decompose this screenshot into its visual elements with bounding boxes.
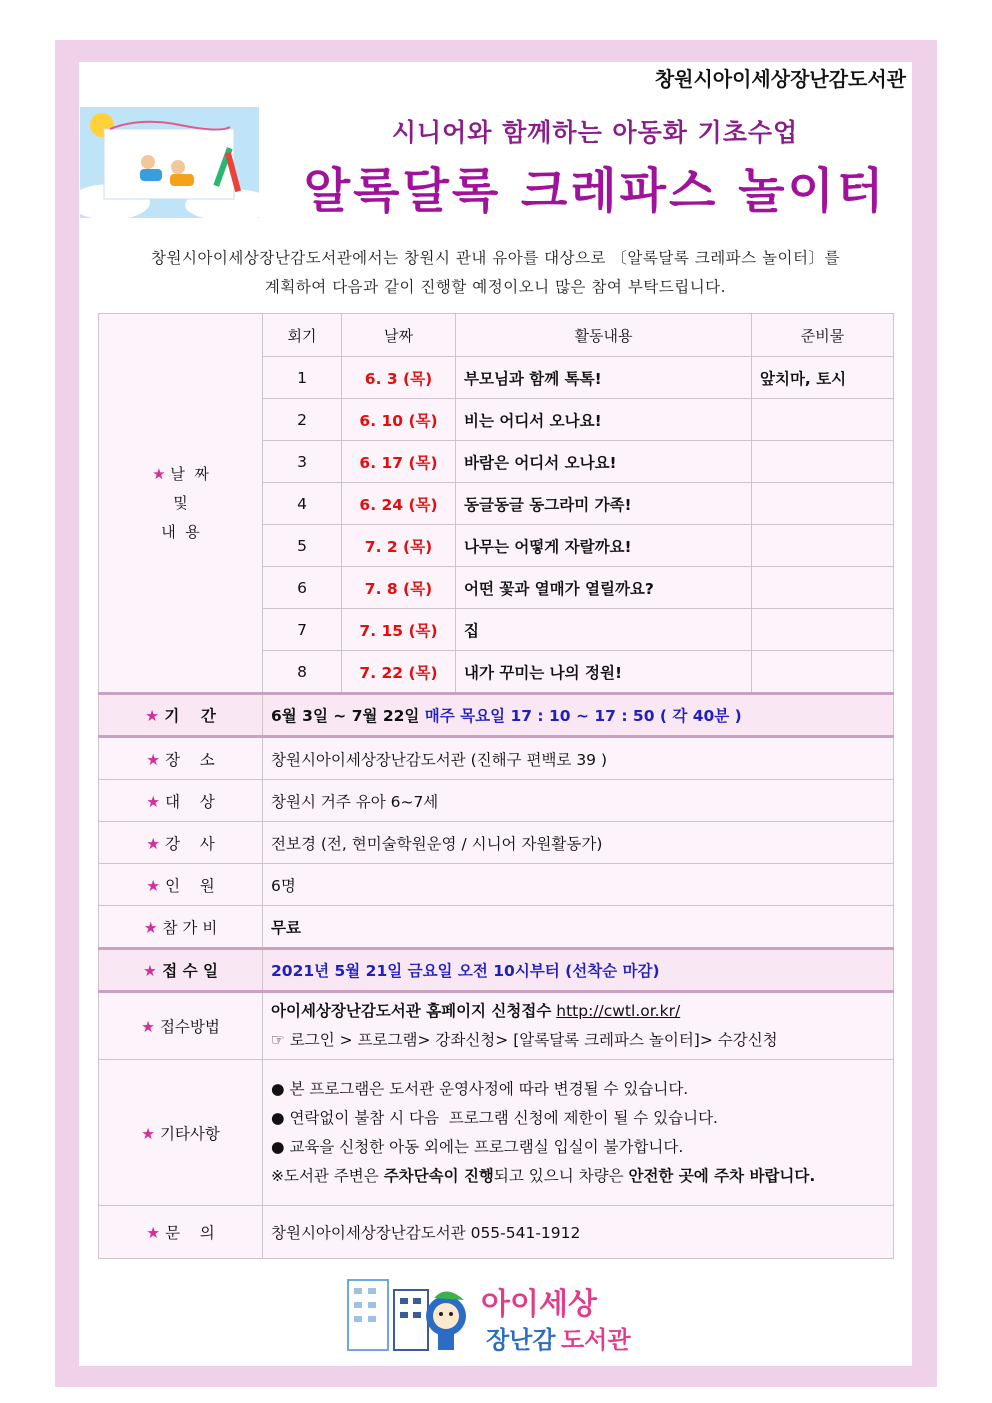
contact-row — [99, 1206, 894, 1259]
registration-method-value — [263, 992, 894, 1060]
session-materials — [752, 567, 894, 609]
capacity-label — [99, 864, 263, 906]
children-drawing-illustration — [80, 107, 259, 218]
session-number: 5 — [263, 525, 342, 567]
session-activity: 부모님과 함께 톡톡! — [456, 357, 752, 399]
capacity-value: 6명 — [263, 864, 894, 906]
star-icon: ★ — [142, 962, 163, 980]
session-activity: 바람은 어디서 오나요! — [456, 441, 752, 483]
schedule-label-line3: 내 용 — [161, 522, 200, 541]
instructor-row — [99, 822, 894, 864]
intro-text — [98, 244, 893, 302]
session-materials: 앞치마, 토시 — [752, 357, 894, 399]
page-title: 알록달록 크레파스 놀이터 — [303, 163, 887, 219]
place-label-text: 장 소 — [165, 750, 215, 769]
star-icon: ★ — [141, 1124, 160, 1143]
logo-text-line2a: 장난감 — [486, 1326, 556, 1354]
session-number: 2 — [263, 399, 342, 441]
session-number: 7 — [263, 609, 342, 651]
session-date: 7. 2 (목) — [342, 525, 456, 567]
period-row — [99, 694, 894, 737]
schedule-label-line2: 및 — [173, 493, 188, 512]
session-date: 6. 10 (목) — [342, 399, 456, 441]
library-name: 창원시아이세상장난감도서관 — [654, 67, 906, 91]
session-activity: 어떤 꽃과 열매가 열릴까요? — [456, 567, 752, 609]
parking-note-b: 주차단속이 진행 — [383, 1166, 494, 1185]
instructor-label — [99, 822, 263, 864]
period-dates: 6월 3일 ~ 7월 22일 — [271, 707, 420, 725]
fee-label — [99, 906, 263, 949]
schedule-label-line1: 날 짜 — [170, 464, 209, 483]
mascot-icon — [426, 1291, 466, 1350]
note-item: ● 연락없이 불참 시 다음 프로그램 신청에 제한이 될 수 있습니다. — [271, 1108, 718, 1127]
place-value: 창원시아이세상장난감도서관 (진해구 편백로 39 ) — [263, 737, 894, 780]
capacity-label-text: 인 원 — [165, 876, 215, 895]
building-icon — [348, 1280, 428, 1350]
schedule-label — [99, 314, 263, 694]
period-label-text: 기 간 — [164, 707, 216, 725]
session-activity: 내가 꾸미는 나의 정원! — [456, 651, 752, 694]
parking-note-c: 되고 있으니 차량은 — [493, 1166, 629, 1185]
notes-row — [99, 1060, 894, 1206]
notes-label-text: 기타사항 — [159, 1124, 220, 1143]
star-icon: ★ — [143, 918, 163, 937]
session-date: 6. 17 (목) — [342, 441, 456, 483]
star-icon: ★ — [141, 1018, 160, 1036]
registration-method-path: ☞ 로그인 > 프로그램> 강좌신청> [알록달록 크레파스 놀이터]> 수강신청 — [271, 1031, 778, 1049]
session-number: 8 — [263, 651, 342, 694]
period-label — [99, 694, 263, 737]
schedule-header-row — [99, 314, 894, 357]
registration-method-text: 아이세상장난감도서관 홈페이지 신청접수 — [271, 1002, 552, 1020]
session-number: 4 — [263, 483, 342, 525]
period-value — [263, 694, 894, 737]
intro-line-1: 창원시아이세상장난감도서관에서는 창원시 관내 유아를 대상으로 〔알록달록 크레파스 놀이터〕를 — [151, 249, 840, 267]
star-icon: ★ — [146, 876, 166, 895]
header-materials: 준비물 — [752, 314, 894, 357]
registration-method-label-text: 접수방법 — [159, 1018, 220, 1036]
session-materials — [752, 525, 894, 567]
session-date: 7. 22 (목) — [342, 651, 456, 694]
registration-date-value: 2021년 5월 21일 금요일 오전 10시부터 (선착순 마감) — [263, 949, 894, 992]
star-icon: ★ — [146, 750, 166, 769]
header-activity: 활동내용 — [456, 314, 752, 357]
session-materials — [752, 399, 894, 441]
program-info-table — [98, 313, 894, 1259]
fee-value: 무료 — [263, 906, 894, 949]
parking-note — [271, 1162, 885, 1191]
fee-row — [99, 906, 894, 949]
target-label-text: 대 상 — [165, 792, 215, 811]
registration-method-label — [99, 992, 263, 1060]
session-materials — [752, 441, 894, 483]
target-row — [99, 780, 894, 822]
session-date: 6. 24 (목) — [342, 483, 456, 525]
session-number: 1 — [263, 357, 342, 399]
session-activity: 동글동글 동그라미 가족! — [456, 483, 752, 525]
logo-text-line1: 아이세상 — [481, 1287, 597, 1322]
star-icon: ★ — [145, 707, 165, 725]
session-number: 6 — [263, 567, 342, 609]
session-date: 6. 3 (목) — [342, 357, 456, 399]
session-activity: 집 — [456, 609, 752, 651]
registration-method-row — [99, 992, 894, 1060]
instructor-label-text: 강 사 — [165, 834, 215, 853]
session-materials — [752, 651, 894, 694]
target-value: 창원시 거주 유아 6~7세 — [263, 780, 894, 822]
registration-date-label — [99, 949, 263, 992]
star-icon: ★ — [152, 464, 166, 483]
session-activity: 비는 어디서 오나요! — [456, 399, 752, 441]
star-icon: ★ — [146, 1224, 166, 1242]
session-activity: 나무는 어떻게 자랄까요! — [456, 525, 752, 567]
note-item: ● 본 프로그램은 도서관 운영사정에 따라 변경될 수 있습니다. — [271, 1079, 689, 1098]
header-date: 날짜 — [342, 314, 456, 357]
capacity-row — [99, 864, 894, 906]
place-label — [99, 737, 263, 780]
star-icon: ★ — [146, 834, 166, 853]
notes-value — [263, 1060, 894, 1206]
session-materials — [752, 609, 894, 651]
notes-label — [99, 1060, 263, 1206]
contact-label-text: 문 의 — [165, 1224, 215, 1242]
period-times: 매주 목요일 17 : 10 ~ 17 : 50 ( 각 40분 ) — [424, 707, 742, 725]
fee-label-text: 참 가 비 — [162, 918, 218, 937]
note-item: ● 교육을 신청한 아동 외에는 프로그램실 입실이 불가합니다. — [271, 1137, 684, 1156]
contact-value: 창원시아이세상장난감도서관 055-541-1912 — [263, 1206, 894, 1259]
header-session: 회기 — [263, 314, 342, 357]
parking-note-a: ※도서관 주변은 — [271, 1166, 384, 1185]
place-row — [99, 737, 894, 780]
homepage-link[interactable]: http://cwtl.or.kr/ — [556, 1002, 681, 1020]
intro-line-2: 계획하여 다음과 같이 진행할 예정이오니 많은 참여 부탁드립니다. — [264, 278, 727, 296]
registration-date-label-text: 접 수 일 — [162, 962, 218, 980]
session-number: 3 — [263, 441, 342, 483]
contact-label — [99, 1206, 263, 1259]
star-icon: ★ — [146, 792, 166, 811]
library-logo — [346, 1276, 646, 1356]
session-date: 7. 8 (목) — [342, 567, 456, 609]
instructor-value: 전보경 (전, 현미술학원운영 / 시니어 자원활동가) — [263, 822, 894, 864]
session-materials — [752, 483, 894, 525]
session-date: 7. 15 (목) — [342, 609, 456, 651]
subtitle: 시니어와 함께하는 아동화 기초수업 — [391, 118, 799, 147]
target-label — [99, 780, 263, 822]
logo-text-line2b: 도서관 — [561, 1326, 631, 1354]
registration-date-row — [99, 949, 894, 992]
parking-note-d: 안전한 곳에 주차 바랍니다. — [628, 1166, 816, 1185]
